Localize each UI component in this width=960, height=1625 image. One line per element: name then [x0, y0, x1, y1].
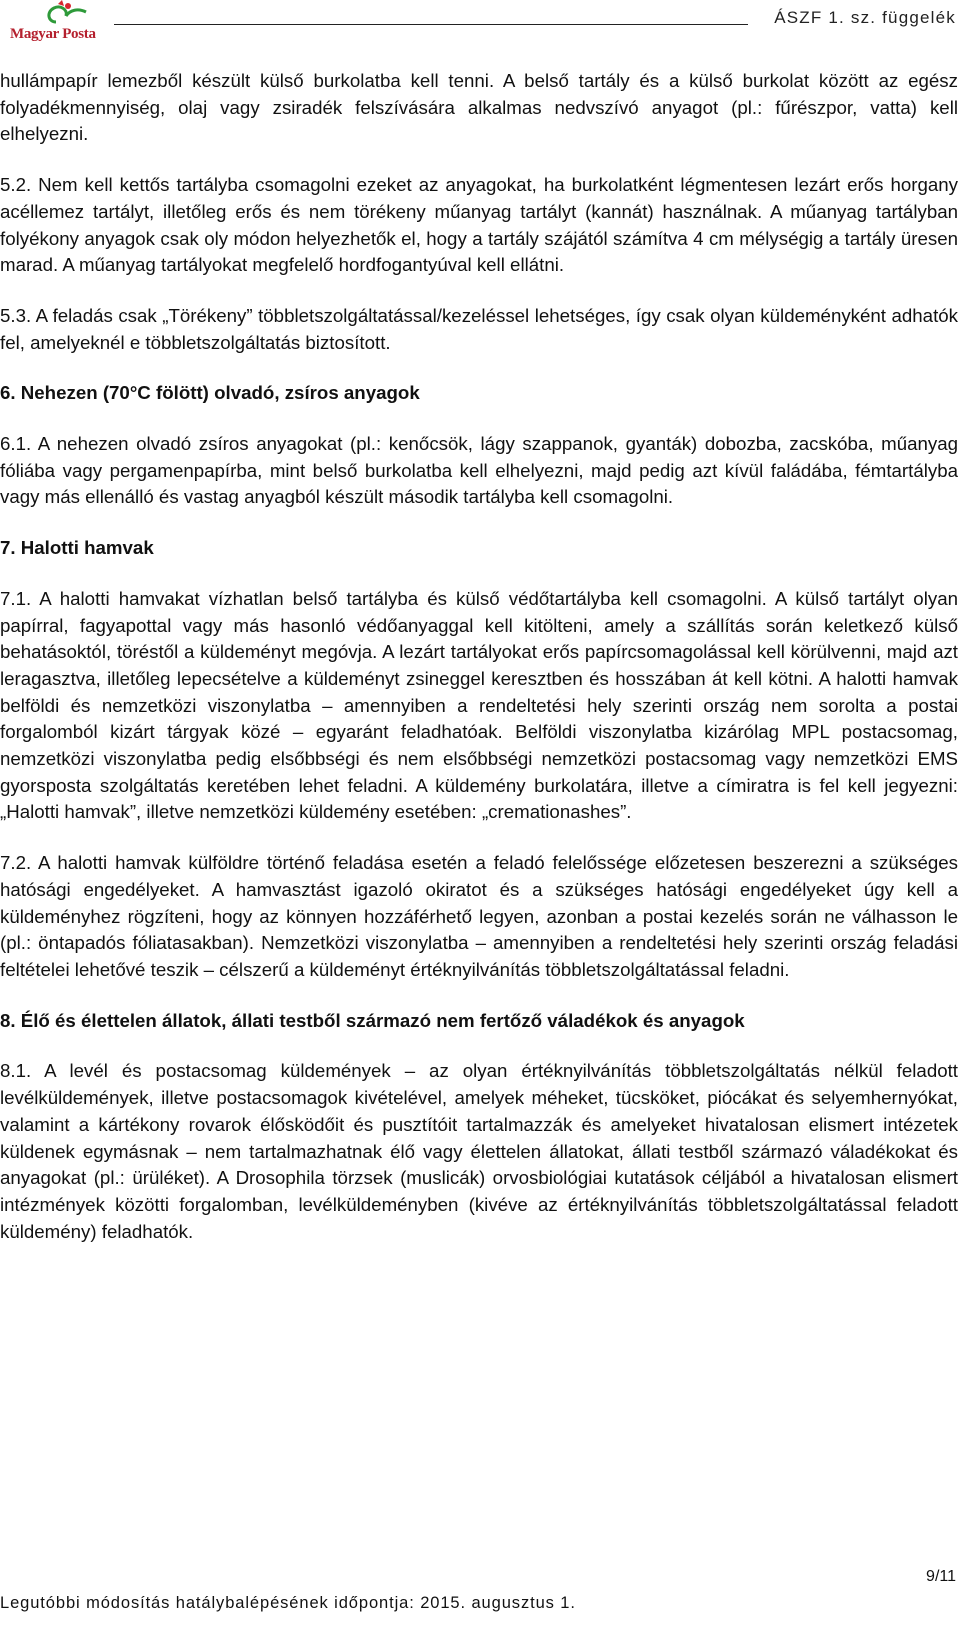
section-heading-8: 8. Élő és élettelen állatok, állati testből származó nem fertőző váladékok és anyagok — [0, 1009, 745, 1031]
footer-modification-date: Legutóbbi módosítás hatálybalépésének időpontja: 2015. augusztus 1. — [0, 1594, 576, 1612]
paragraph-5-3: 5.3. A feladás csak „Törékeny” többletszolgáltatással/kezeléssel lehetséges, így csak olyan küldeményként adhatók fel, amelyeknél e többletszolgáltatás biztosított. — [0, 304, 958, 353]
logo-text: Magyar Posta — [10, 26, 96, 42]
paragraph-5-2: 5.2. Nem kell kettős tartályba csomagolni ezeket az anyagokat, ha burkolatként légmentesen lezárt erős horgany acéllemez tartályt, illetőleg erős és nem törékeny műanyag tartályt (kannát) használnak. A műanyag tartályban folyékony anyagok csak oly módon helyezhetők el, hogy a tartály szájától számítva 4 cm mélységig a tartály üresen marad. A műanyag tartályokat megfelelő hordfogantyúval kell ellátni. — [0, 174, 958, 276]
section-heading-6: 6. Nehezen (70°C fölött) olvadó, zsíros anyagok — [0, 382, 420, 404]
document-body — [0, 68, 958, 1269]
document-reference: ÁSZF 1. sz. függelék — [774, 8, 956, 27]
page-header — [0, 0, 960, 62]
page-number: 9/11 — [926, 1568, 956, 1585]
header-rule — [114, 24, 748, 25]
magyar-posta-logo — [8, 0, 98, 58]
paragraph-7-2: 7.2. A halotti hamvak külföldre történő feladása esetén a feladó felelőssége előzetesen beszerezni a szükséges hatósági engedélyeket. A hamvasztást igazoló okiratot és a szükséges hatósági engedélyeket úgy kell a küldeményhez rögzíteni, hogy az könnyen hozzáférhető legyen, azonban a postai kezelés során ne válhasson le (pl.: öntapadós fóliatasakban). Nemzetközi viszonylatba – amennyiben a rendeltetési hely szerinti ország feladási feltételei lehetővé teszik – célszerű a küldeményt értéknyilvánítás többletszolgáltatással feladni. — [0, 852, 958, 980]
paragraph-8-1: 8.1. A levél és postacsomag küldemények – az olyan értéknyilvánítás többletszolgáltatás nélkül feladott levélküldemények, illetve postacsomagok kivételével, amelyek méheket, tücsköket, piócákat és selyemhernyókat, valamint a kártékony rovarok élősködőit és pusztítóit tartalmazzák és amelyeket hivatalosan elismert intézetek küldenek egymásnak – nem tartalmazhatnak élő vagy élettelen állatokat, állati testből származó váladékokat és anyagokat (pl.: ürüléket). A Drosophila törzsek (muslicák) orvosbiológiai kutatások céljából a hivatalosan elismert intézmények közötti forgalomban, levélküldeményben (kivéve az értéknyilvánítás többletszolgáltatással feladott küldemény) feladhatók. — [0, 1060, 958, 1242]
paragraph-6-1: 6.1. A nehezen olvadó zsíros anyagokat (pl.: kenőcsök, lágy szappanok, gyanták) dobozba, zacskóba, műanyag fóliába vagy pergamenpapírba, mint belső burkolatba kell elhelyezni, majd pedig azt kívül faládába, fémtartályba vagy más ellenálló és vastag anyagból készült második tartályba kell csomagolni. — [0, 433, 958, 508]
paragraph-7-1: 7.1. A halotti hamvakat vízhatlan belső tartályba és külső védőtartályba kell csomagolni. A külső tartályt olyan papírral, fagyapottal vagy más hasonló védőanyaggal kell kitölteni, amely a szállítás során keletkező külső behatásoktól, töréstől a küldeményt megóvja. A lezárt tartályokat erős papírcsomagolással kell körülvenni, majd azt leragasztva, illetőleg lepecsételve a küldeményt zsineggel keresztben és hosszában át kell kötni. A halotti hamvak belföldi és nemzetközi viszonylatba – amennyiben a rendeltetési hely szerinti ország nem sorolta a postai forgalomból kizárt tárgyak közé – egyaránt feladhatóak. Belföldi viszonylatba kizárólag MPL postacsomag, nemzetközi viszonylatba pedig elsőbbségi és nem elsőbbségi nemzetközi postacsomag vagy nemzetközi EMS gyorsposta szolgáltatás keretében lehet feladni. A küldemény burkolatára, illetve a címiratra is fel kell jegyezni: „Halotti hamvak”, illetve nemzetközi küldemény esetében: „cremationashes”. — [0, 587, 958, 823]
section-heading-7: 7. Halotti hamvak — [0, 537, 154, 559]
paragraph-continuation: hullámpapír lemezből készült külső burkolatba kell tenni. A belső tartály és a külső burkolat között az egész folyadékmennyiség, olaj vagy zsiradék felszívására alkalmas nedvszívó anyagot (pl.: fűrészpor, vatta) kell elhelyezni. — [0, 70, 958, 145]
